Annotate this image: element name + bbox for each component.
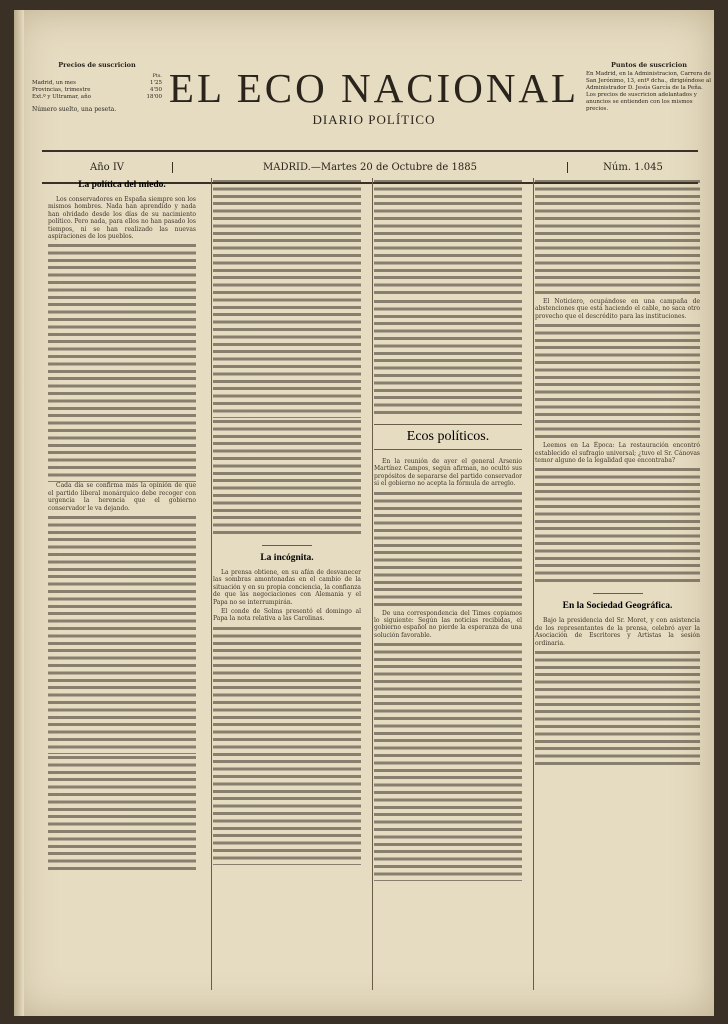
price-row [32, 80, 162, 87]
text-block-illegible [535, 466, 700, 586]
volume-year: Año IV [89, 161, 125, 173]
subscription-points-heading: Puntos de suscricion [611, 61, 687, 69]
price-value: 18'00 [146, 94, 162, 100]
price-label: Ext.º y Ultramar, año [32, 94, 91, 100]
section-heading: Ecos políticos. [374, 424, 522, 450]
article-paragraph: Bajo la presidencia del Sr. Moret, y con asistencia de los representantes de la prensa, celebró ayer la Asociación de Escritores y Artistas la sesión ordinaria. [535, 617, 700, 647]
article-body [535, 298, 700, 320]
article-body [213, 569, 361, 623]
text-block-illegible [48, 514, 196, 754]
article-body [535, 617, 700, 647]
column-rule [372, 178, 373, 990]
column-4 [535, 178, 700, 998]
text-block-illegible [374, 298, 522, 418]
article-body [48, 196, 196, 240]
article-paragraph: Los conservadores en España siempre son los mismos hombres. Nada han aprendido y nada han olvidado desde los días de su nacimiento político. Pero nada, para ellos no han pasado los tiempos, ni se han realizado las nuevas aspiraciones de los pueblos. [48, 196, 196, 241]
article-paragraph: El conde de Solms presentó el domingo al Papa la nota relativa a las Carolinas. [213, 608, 361, 623]
price-row [32, 94, 162, 101]
article-heading: La incógnita. [260, 553, 314, 563]
text-block-illegible [213, 625, 361, 865]
subscription-points-box [586, 62, 712, 113]
single-issue-price: Número suelto, una peseta. [32, 106, 117, 113]
price-label: Provincias, trimestre [32, 87, 91, 93]
column-1 [48, 178, 196, 998]
text-block-illegible [213, 178, 361, 418]
text-block-illegible [535, 322, 700, 442]
text-block-illegible [48, 754, 196, 874]
article-body [374, 458, 522, 488]
text-block-illegible [535, 649, 700, 769]
column-rule [211, 178, 212, 990]
page-fold-shadow [14, 10, 24, 1016]
text-block-illegible [374, 178, 522, 298]
article-paragraph: De una correspondencia del Times copiamos lo siguiente: Según las noticias recibidas, el gobierno español no pierde la esperanza de una solución favorable. [374, 609, 522, 639]
subscription-points-text: En Madrid, en la Administracion, Carrera de San Jerónimo, 13, entº dcha., dirigiéndose al Administrador D. Jesús García de la Peña. Los precios de suscricion adelantados y anuncios se entienden con los mismos precios. [586, 71, 712, 112]
article-paragraph: La prensa obtiene, en su afán de desvanecer las sombras amontonadas en el cambio de la situación y en su propia conciencia, la confianza de que las negociaciones con Alemania y el Papa no se interrumpirán. [213, 569, 361, 606]
subscription-prices-box [32, 62, 162, 113]
masthead [164, 66, 584, 128]
column-rule [533, 178, 534, 990]
text-block-illegible [535, 178, 700, 298]
article-body [535, 442, 700, 464]
price-value: 1'25 [149, 80, 162, 86]
text-block-illegible [48, 242, 196, 482]
text-block-illegible [374, 641, 522, 881]
article-heading: La política del miedo. [78, 180, 166, 190]
issue-number: Núm. 1.045 [603, 161, 663, 173]
article-paragraph: El Noticiero, ocupándose en una campaña de abstenciones que está haciendo el cable, no saca otro provecho que el descrédito para las instituciones. [535, 298, 700, 320]
price-value: 4'50 [149, 87, 162, 93]
article-paragraph: Leemos en La Época: La restauración encontró establecido el sufragio universal; ¿tuvo el Sr. Cánovas temor alguno de la legalidad que encontraba? [535, 442, 700, 465]
price-row [32, 87, 162, 94]
text-block-illegible [213, 418, 361, 538]
article-body [374, 610, 522, 640]
newspaper-subtitle: DIARIO POLÍTICO [312, 112, 436, 127]
subscription-unit: Pts. [152, 73, 162, 79]
section-separator [262, 545, 312, 546]
column-3 [374, 178, 522, 998]
newspaper-title: EL ECO NACIONAL [168, 65, 580, 111]
section-separator [593, 593, 643, 594]
article-paragraph: En la reunión de ayer el general Arsenio Martínez Campos, según afirman, no ocultó sus propósitos de separarse del partido conservador si el gobierno no acepta la fórmula de arreglo. [374, 458, 522, 488]
article-paragraph: Cada día se confirma más la opinión de que el partido liberal monárquico debe recoger con urgencia la herencia que el gobierno conservador le va dejando. [48, 482, 196, 512]
subscription-prices-heading: Precios de suscricion [58, 61, 136, 69]
price-label: Madrid, un mes [32, 80, 76, 86]
issue-date: MADRID.—Martes 20 de Octubre de 1885 [172, 162, 568, 173]
article-body [48, 482, 196, 512]
text-block-illegible [374, 490, 522, 610]
article-heading: En la Sociedad Geográfica. [562, 601, 673, 612]
column-2 [213, 178, 361, 998]
